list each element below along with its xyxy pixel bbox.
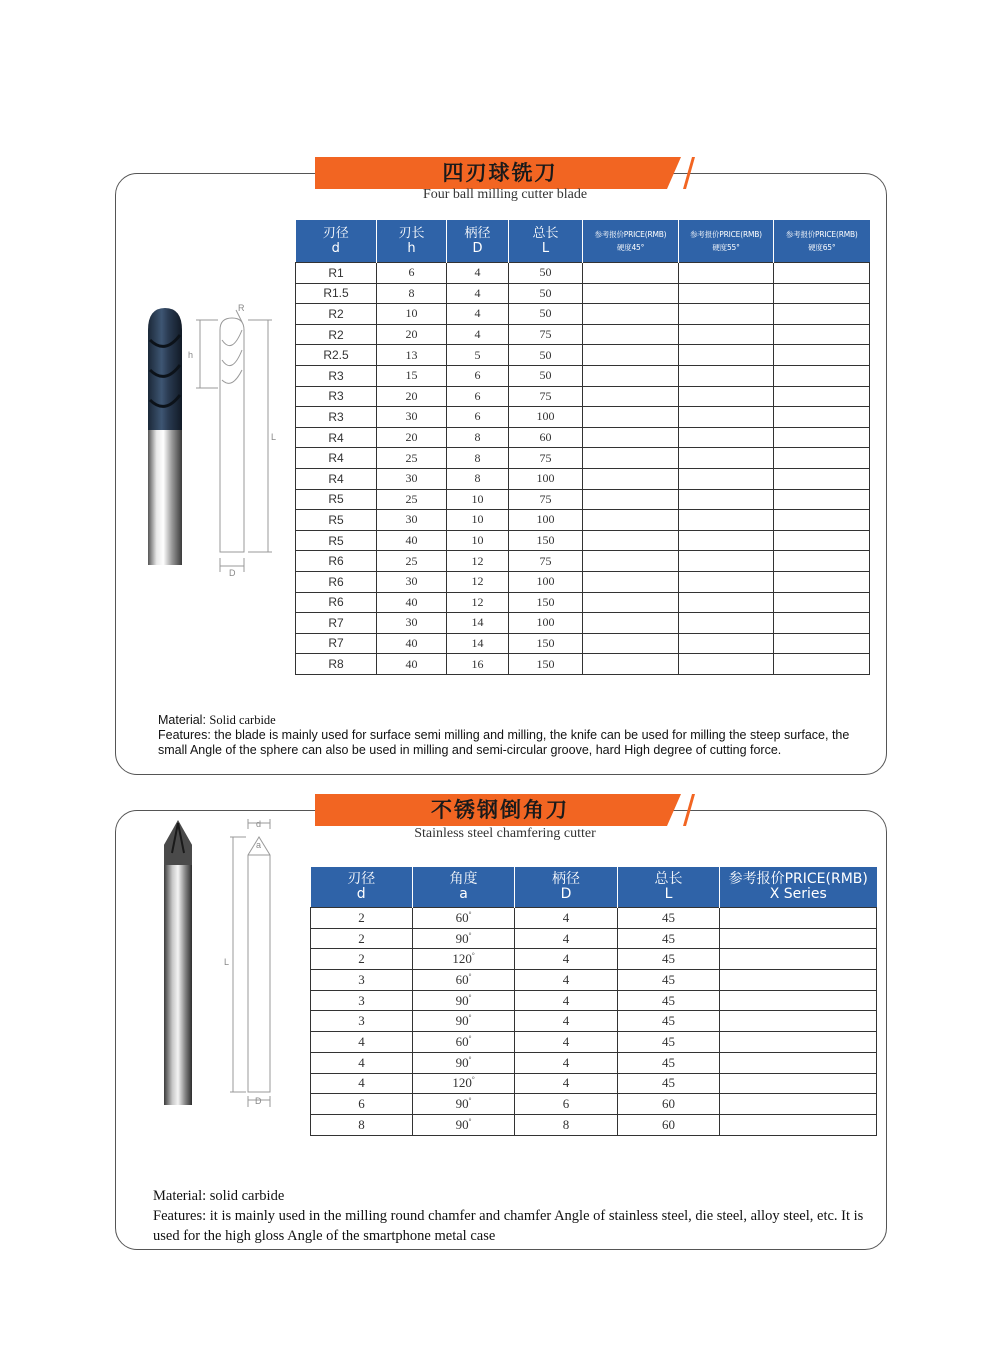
price-cell	[583, 510, 679, 531]
price-cell	[583, 613, 679, 634]
table-cell: 50	[509, 365, 583, 386]
price-cell	[583, 571, 679, 592]
price-cell	[774, 654, 870, 675]
table-cell: 45	[618, 1032, 720, 1053]
table-cell: 150	[509, 530, 583, 551]
table-cell: R4	[296, 448, 377, 469]
table-cell: 25	[377, 551, 447, 572]
table-cell: 14	[447, 633, 509, 654]
price-cell	[720, 1114, 877, 1135]
table-row	[311, 1032, 877, 1053]
col-header: 角度 a	[413, 867, 515, 908]
table-row	[296, 592, 870, 613]
section-subtitle: Stainless steel chamfering cutter	[414, 826, 596, 841]
table-cell: 40	[377, 592, 447, 613]
table-cell: 4	[311, 1052, 413, 1073]
table-row	[296, 571, 870, 592]
table-cell: 60°	[413, 970, 515, 991]
table-cell: 75	[509, 448, 583, 469]
table-cell: 100	[509, 571, 583, 592]
table-cell: 4	[311, 1073, 413, 1094]
table-cell: 6	[377, 263, 447, 284]
table-row	[296, 407, 870, 428]
ball-mill-spec-table	[295, 220, 870, 675]
table-cell: 45	[618, 949, 720, 970]
price-cell	[720, 970, 877, 991]
table-cell: 8	[447, 448, 509, 469]
ball-mill-illustration	[140, 300, 290, 580]
table-cell: R3	[296, 407, 377, 428]
price-cell	[679, 633, 774, 654]
table-cell: 20	[377, 386, 447, 407]
table-cell: 3	[311, 990, 413, 1011]
table-row	[296, 386, 870, 407]
table-cell: R1.5	[296, 283, 377, 304]
price-cell	[720, 1094, 877, 1115]
table-cell: 4	[515, 949, 618, 970]
price-cell	[583, 304, 679, 325]
table-cell: R6	[296, 571, 377, 592]
table-cell: 40	[377, 530, 447, 551]
table-header	[311, 867, 877, 908]
table-cell: 8	[447, 427, 509, 448]
table-cell: 25	[377, 448, 447, 469]
table-row	[296, 510, 870, 531]
table-cell: 5	[447, 345, 509, 366]
table-cell: 100	[509, 613, 583, 634]
table-cell: 4	[447, 263, 509, 284]
table-row	[296, 283, 870, 304]
table-cell: 12	[447, 592, 509, 613]
table-cell: 10	[447, 530, 509, 551]
table-cell: 3	[311, 970, 413, 991]
price-cell	[774, 571, 870, 592]
table-cell: 8	[377, 283, 447, 304]
table-cell: 60	[618, 1114, 720, 1135]
table-row	[311, 970, 877, 991]
table-cell: 40	[377, 633, 447, 654]
price-cell	[583, 365, 679, 386]
price-cell	[774, 633, 870, 654]
table-cell: 4	[515, 908, 618, 929]
price-cell	[679, 613, 774, 634]
col-header-price: 参考报价PRICE(RMB) 硬度55°	[679, 220, 774, 263]
table-cell: R7	[296, 613, 377, 634]
table-cell: 50	[509, 263, 583, 284]
table-cell: 60	[618, 1094, 720, 1115]
col-header-price: 参考报价PRICE(RMB) 硬度45°	[583, 220, 679, 263]
table-cell: R2	[296, 304, 377, 325]
col-header-price: 参考报价PRICE(RMB) 硬度65°	[774, 220, 870, 263]
table-row	[311, 1094, 877, 1115]
table-row	[296, 654, 870, 675]
table-row	[311, 1052, 877, 1073]
table-row	[296, 613, 870, 634]
table-row	[311, 1011, 877, 1032]
table-cell: 4	[515, 970, 618, 991]
height-label: h	[188, 350, 194, 360]
table-cell: 12	[447, 571, 509, 592]
table-cell: 75	[509, 324, 583, 345]
price-cell	[679, 345, 774, 366]
price-cell	[774, 551, 870, 572]
price-cell	[774, 489, 870, 510]
table-row	[311, 928, 877, 949]
price-cell	[583, 263, 679, 284]
price-cell	[720, 1073, 877, 1094]
table-cell: 90°	[413, 1052, 515, 1073]
angle-label: a	[256, 840, 262, 850]
material-line: Material: solid carbide	[153, 1188, 285, 1204]
table-cell: R1	[296, 263, 377, 284]
table-cell: R4	[296, 427, 377, 448]
price-cell	[583, 283, 679, 304]
price-cell	[774, 407, 870, 428]
table-cell: 4	[447, 324, 509, 345]
col-header: 总长 L	[618, 867, 720, 908]
price-cell	[583, 468, 679, 489]
price-cell	[583, 551, 679, 572]
table-cell: R3	[296, 386, 377, 407]
table-cell: R5	[296, 489, 377, 510]
table-row	[311, 1114, 877, 1135]
price-cell	[774, 448, 870, 469]
table-cell: R3	[296, 365, 377, 386]
price-cell	[774, 427, 870, 448]
table-cell: 45	[618, 1052, 720, 1073]
table-cell: 45	[618, 928, 720, 949]
price-cell	[774, 530, 870, 551]
table-cell: 13	[377, 345, 447, 366]
diameter-label: d	[256, 819, 262, 829]
col-header: 柄径 D	[515, 867, 618, 908]
price-cell	[720, 990, 877, 1011]
col-header: 刃径 d	[311, 867, 413, 908]
table-cell: 6	[515, 1094, 618, 1115]
table-cell: 10	[447, 489, 509, 510]
features-text: Features: the blade is mainly used for surface semi milling and milling, the knife can be used for milling the steep surface, the small Angle of the sphere can also be used in milling and semi-circular groove, hard High degree of cutting force.	[158, 728, 850, 757]
table-cell: R2	[296, 324, 377, 345]
radius-label: R	[238, 303, 245, 313]
table-cell: 60°	[413, 1032, 515, 1053]
table-cell: 30	[377, 510, 447, 531]
table-cell: R6	[296, 592, 377, 613]
price-cell	[774, 386, 870, 407]
price-cell	[679, 592, 774, 613]
table-cell: 100	[509, 407, 583, 428]
table-cell: 60	[509, 427, 583, 448]
table-cell: 30	[377, 407, 447, 428]
col-header: 柄径 D	[447, 220, 509, 263]
table-cell: 4	[515, 1073, 618, 1094]
table-row	[296, 427, 870, 448]
table-header	[296, 220, 870, 263]
table-cell: 90°	[413, 1094, 515, 1115]
table-cell: 30	[377, 468, 447, 489]
price-cell	[583, 324, 679, 345]
table-cell: 12	[447, 551, 509, 572]
price-cell	[720, 1011, 877, 1032]
diameter-label: D	[229, 568, 236, 578]
table-cell: R5	[296, 530, 377, 551]
price-cell	[583, 592, 679, 613]
section-title: 四刃球铣刀	[442, 161, 558, 185]
table-cell: 45	[618, 1011, 720, 1032]
table-cell: 150	[509, 633, 583, 654]
price-cell	[679, 489, 774, 510]
table-cell: 50	[509, 283, 583, 304]
table-cell: 45	[618, 908, 720, 929]
table-cell: 100	[509, 468, 583, 489]
table-cell: 150	[509, 592, 583, 613]
price-cell	[679, 551, 774, 572]
table-cell: 20	[377, 324, 447, 345]
price-cell	[679, 571, 774, 592]
table-cell: 4	[515, 928, 618, 949]
length-label: L	[224, 957, 230, 967]
table-cell: 4	[447, 304, 509, 325]
chamfer-notes	[153, 1186, 873, 1246]
table-cell: 120°	[413, 1073, 515, 1094]
table-row	[296, 468, 870, 489]
price-cell	[679, 365, 774, 386]
table-row	[296, 263, 870, 284]
table-cell: 2	[311, 928, 413, 949]
section-title: 不锈钢倒角刀	[431, 798, 569, 822]
price-cell	[774, 510, 870, 531]
table-row	[296, 365, 870, 386]
col-header-price: 参考报价PRICE(RMB) X Series	[720, 867, 877, 908]
price-cell	[679, 427, 774, 448]
table-cell: 6	[447, 365, 509, 386]
price-cell	[720, 928, 877, 949]
table-cell: 2	[311, 949, 413, 970]
table-cell: 10	[447, 510, 509, 531]
table-cell: 45	[618, 1073, 720, 1094]
table-cell: 40	[377, 654, 447, 675]
price-cell	[774, 468, 870, 489]
price-cell	[679, 304, 774, 325]
col-header: 总长 L	[509, 220, 583, 263]
table-cell: 20	[377, 427, 447, 448]
price-cell	[774, 304, 870, 325]
price-cell	[720, 1032, 877, 1053]
table-cell: 90°	[413, 928, 515, 949]
table-cell: 75	[509, 386, 583, 407]
table-cell: 8	[447, 468, 509, 489]
section-subtitle: Four ball milling cutter blade	[422, 187, 588, 202]
table-cell: 4	[311, 1032, 413, 1053]
price-cell	[679, 386, 774, 407]
price-cell	[679, 468, 774, 489]
table-cell: 120°	[413, 949, 515, 970]
table-cell: 30	[377, 613, 447, 634]
table-cell: 8	[515, 1114, 618, 1135]
price-cell	[774, 345, 870, 366]
price-cell	[720, 908, 877, 929]
table-cell: 16	[447, 654, 509, 675]
table-row	[296, 448, 870, 469]
table-cell: 15	[377, 365, 447, 386]
price-cell	[679, 283, 774, 304]
table-cell: 50	[509, 304, 583, 325]
table-cell: 10	[377, 304, 447, 325]
price-cell	[774, 613, 870, 634]
price-cell	[583, 654, 679, 675]
price-cell	[583, 427, 679, 448]
table-row	[311, 949, 877, 970]
price-cell	[774, 324, 870, 345]
section-banner	[315, 157, 695, 189]
price-cell	[679, 407, 774, 428]
table-cell: R5	[296, 510, 377, 531]
price-cell	[679, 654, 774, 675]
table-cell: R4	[296, 468, 377, 489]
length-label: L	[271, 432, 277, 442]
table-cell: R8	[296, 654, 377, 675]
price-cell	[583, 345, 679, 366]
shank-label: D	[255, 1096, 262, 1106]
table-cell: 4	[515, 1011, 618, 1032]
col-header: 刃径 d	[296, 220, 377, 263]
table-cell: 60°	[413, 908, 515, 929]
table-cell: 2	[311, 908, 413, 929]
price-cell	[583, 489, 679, 510]
table-cell: 90°	[413, 1114, 515, 1135]
chamfer-cutter-illustration	[150, 815, 290, 1115]
table-cell: 4	[515, 990, 618, 1011]
table-cell: 4	[515, 1032, 618, 1053]
table-row	[296, 489, 870, 510]
table-cell: 4	[447, 283, 509, 304]
price-cell	[583, 633, 679, 654]
table-cell: 6	[447, 386, 509, 407]
price-cell	[679, 530, 774, 551]
table-row	[296, 345, 870, 366]
price-cell	[774, 283, 870, 304]
price-cell	[774, 365, 870, 386]
table-row	[311, 990, 877, 1011]
price-cell	[774, 263, 870, 284]
table-row	[296, 530, 870, 551]
table-cell: 25	[377, 489, 447, 510]
price-cell	[583, 448, 679, 469]
table-cell: 100	[509, 510, 583, 531]
section-banner	[315, 794, 695, 826]
table-row	[296, 633, 870, 654]
table-cell: 75	[509, 489, 583, 510]
table-cell: 6	[311, 1094, 413, 1115]
table-cell: 14	[447, 613, 509, 634]
table-cell: 8	[311, 1114, 413, 1135]
table-cell: 150	[509, 654, 583, 675]
table-row	[311, 908, 877, 929]
table-cell: 45	[618, 990, 720, 1011]
ball-mill-notes	[158, 713, 858, 758]
price-cell	[583, 530, 679, 551]
table-cell: R2.5	[296, 345, 377, 366]
price-cell	[679, 263, 774, 284]
price-cell	[720, 949, 877, 970]
price-cell	[774, 592, 870, 613]
price-cell	[720, 1052, 877, 1073]
table-cell: 75	[509, 551, 583, 572]
table-row	[296, 551, 870, 572]
price-cell	[583, 407, 679, 428]
table-cell: R7	[296, 633, 377, 654]
features-text: Features: it is mainly used in the milling round chamfer and chamfer Angle of stainless steel, die steel, alloy steel, etc. It is used for the high gloss Angle of the smartphone metal case	[153, 1208, 864, 1244]
table-row	[311, 1073, 877, 1094]
chamfer-spec-table	[310, 867, 877, 1136]
material-line: Material: Solid carbide	[158, 713, 276, 727]
price-cell	[679, 510, 774, 531]
table-cell: R6	[296, 551, 377, 572]
table-cell: 3	[311, 1011, 413, 1032]
table-cell: 50	[509, 345, 583, 366]
table-cell: 90°	[413, 1011, 515, 1032]
price-cell	[679, 324, 774, 345]
table-cell: 90°	[413, 990, 515, 1011]
price-cell	[679, 448, 774, 469]
table-cell: 4	[515, 1052, 618, 1073]
table-cell: 6	[447, 407, 509, 428]
table-row	[296, 304, 870, 325]
table-cell: 45	[618, 970, 720, 991]
table-row	[296, 324, 870, 345]
col-header: 刃长 h	[377, 220, 447, 263]
price-cell	[583, 386, 679, 407]
table-cell: 30	[377, 571, 447, 592]
